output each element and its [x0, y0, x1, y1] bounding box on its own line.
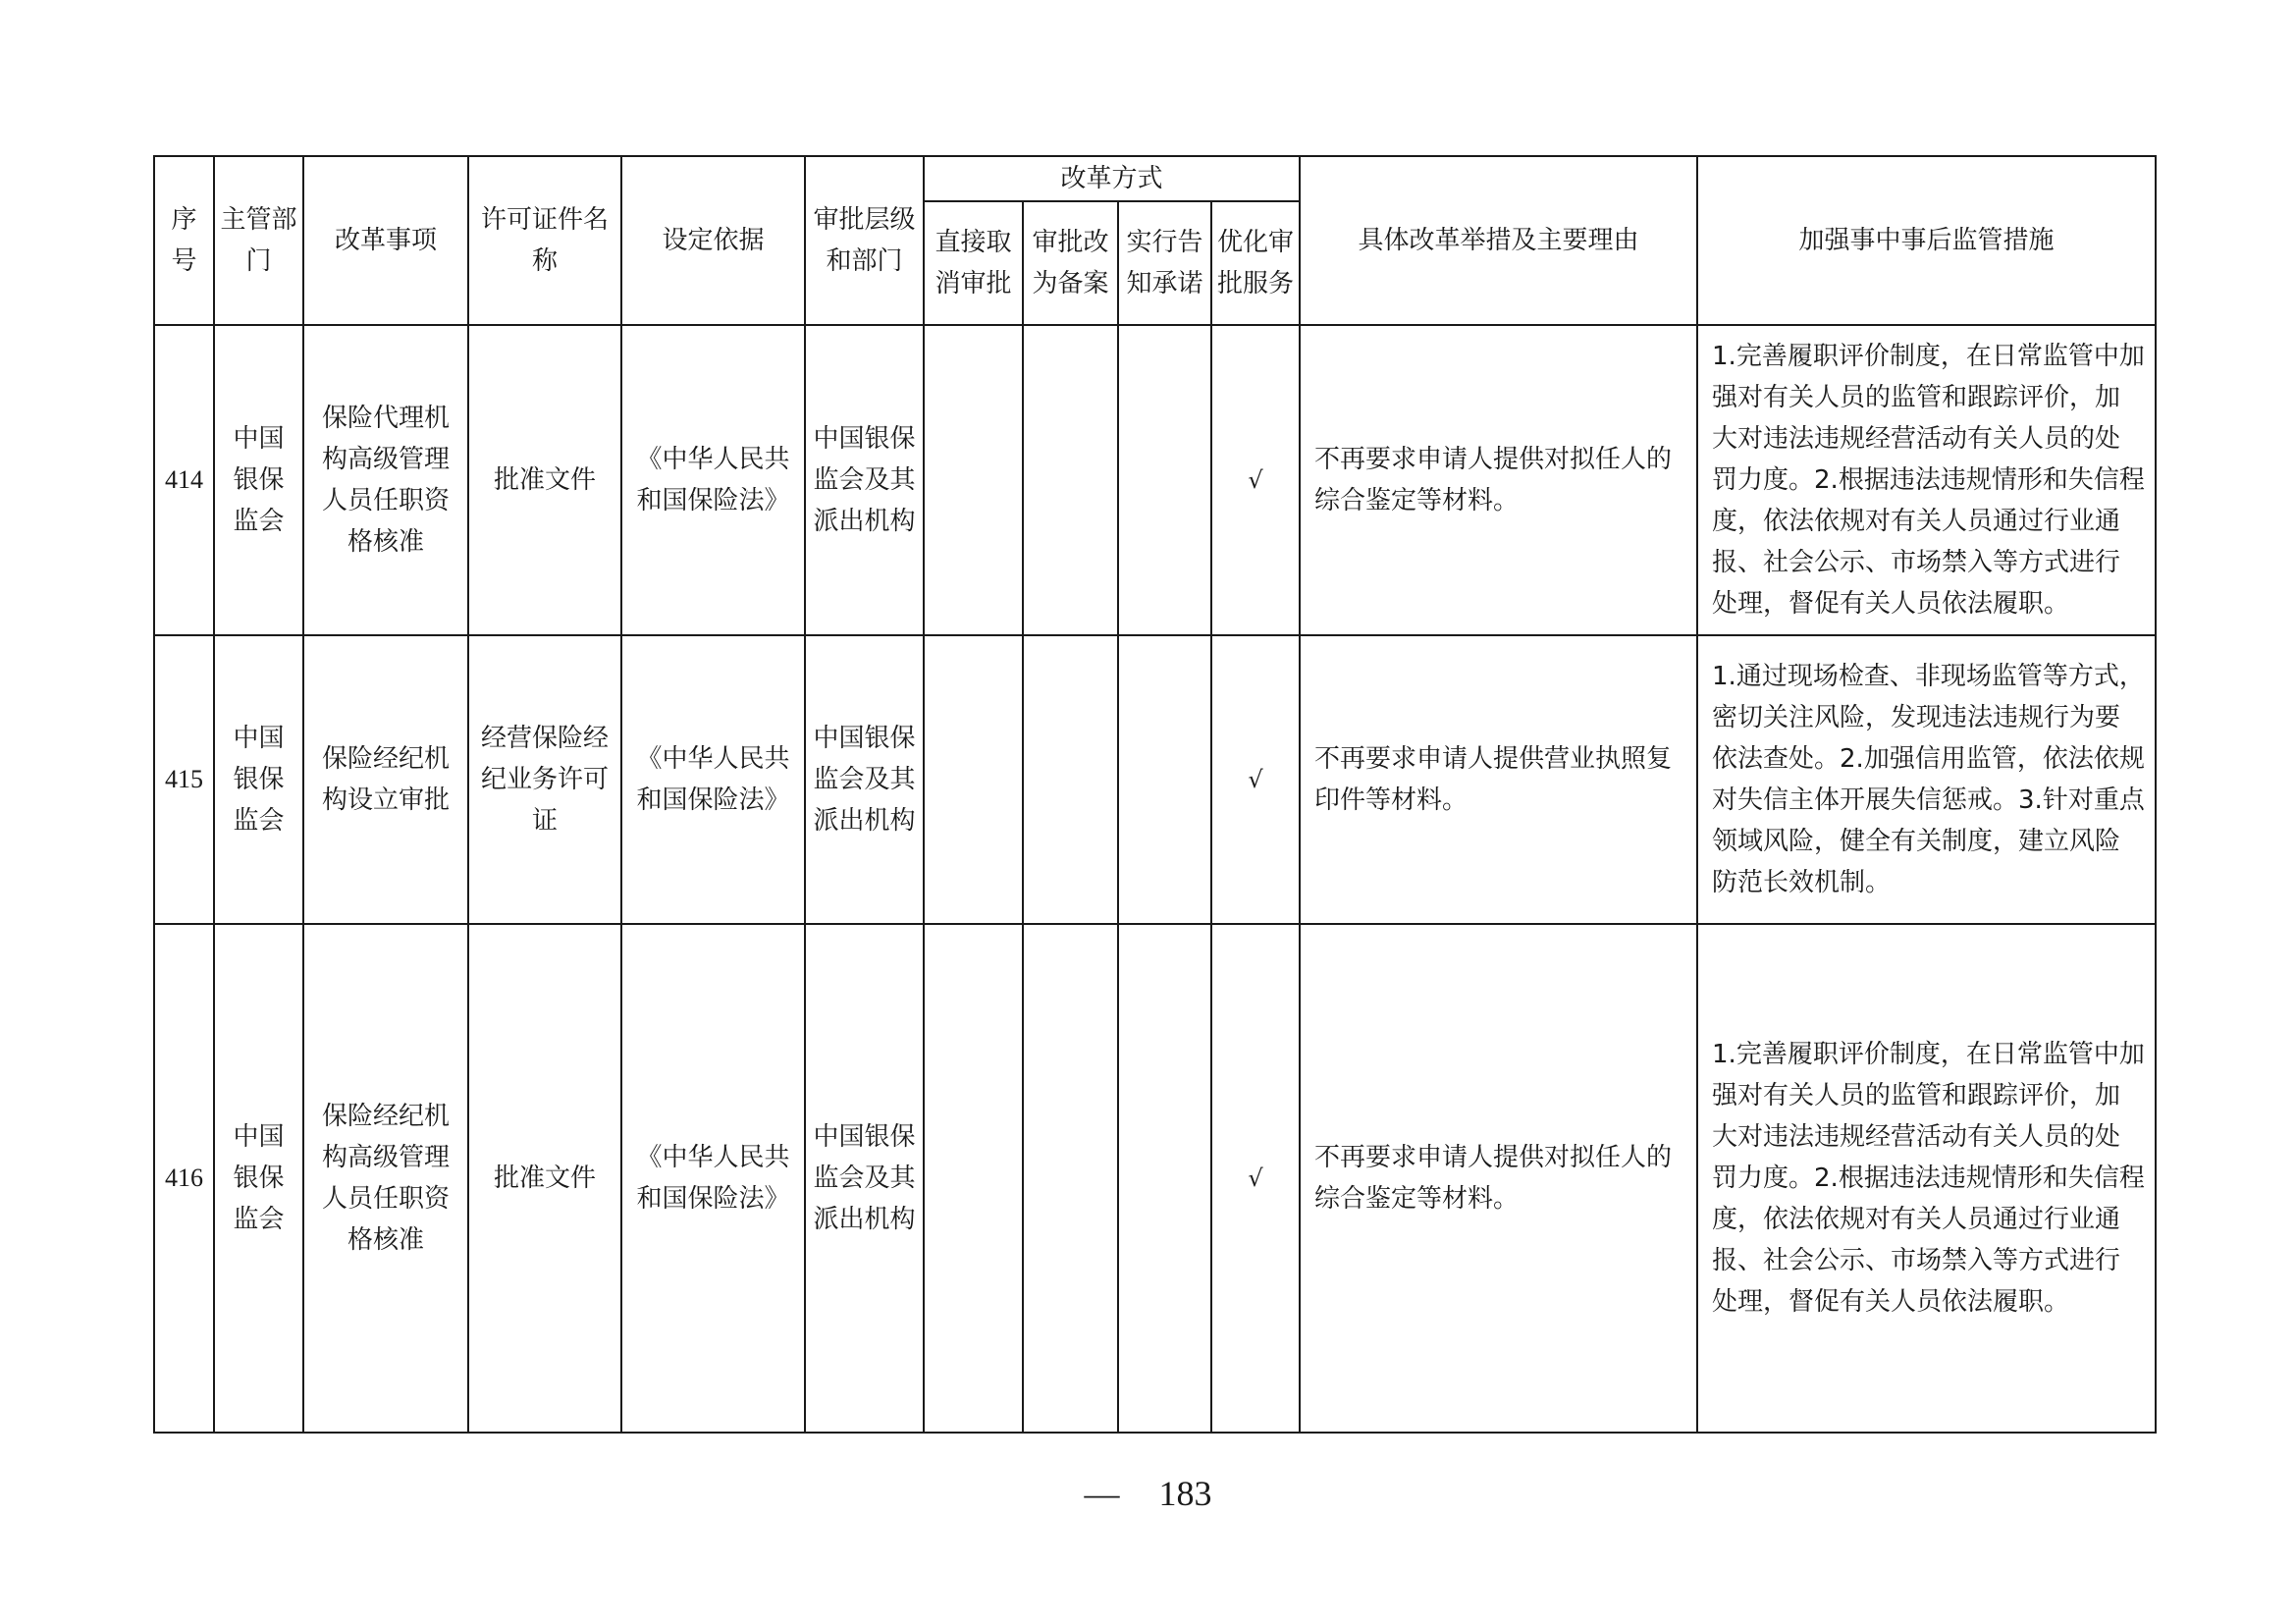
table-row	[154, 325, 2156, 635]
checkmark-icon: √	[1211, 924, 1300, 1433]
header-basis: 设定依据	[621, 156, 805, 325]
cell-license: 批准文件	[468, 325, 621, 635]
cell-level: 中国银保监会及其派出机构	[805, 924, 924, 1433]
cell-mode-filing	[1023, 325, 1118, 635]
cell-level: 中国银保监会及其派出机构	[805, 325, 924, 635]
cell-dept: 中国银保监会	[214, 635, 303, 924]
cell-seq: 414	[154, 325, 214, 635]
cell-license: 经营保险经纪业务许可证	[468, 635, 621, 924]
cell-mode-notify	[1118, 924, 1211, 1433]
header-supervision: 加强事中事后监管措施	[1697, 156, 2156, 325]
header-item: 改革事项	[303, 156, 468, 325]
cell-mode-notify	[1118, 325, 1211, 635]
page-footer	[0, 1473, 2296, 1514]
cell-dept: 中国银保监会	[214, 924, 303, 1433]
header-mode-filing: 审批改为备案	[1023, 201, 1118, 325]
header-license: 许可证件名称	[468, 156, 621, 325]
cell-license: 批准文件	[468, 924, 621, 1433]
cell-level: 中国银保监会及其派出机构	[805, 635, 924, 924]
checkmark-icon: √	[1211, 635, 1300, 924]
header-seq: 序号	[154, 156, 214, 325]
cell-mode-cancel	[924, 635, 1023, 924]
cell-mode-filing	[1023, 635, 1118, 924]
cell-item: 保险经纪机构设立审批	[303, 635, 468, 924]
cell-mode-cancel	[924, 924, 1023, 1433]
reform-items-table	[153, 155, 2157, 1434]
table-row	[154, 635, 2156, 924]
cell-basis: 《中华人民共和国保险法》	[621, 325, 805, 635]
page-dash: —	[1084, 1474, 1120, 1513]
cell-mode-cancel	[924, 325, 1023, 635]
header-mode-notify: 实行告知承诺	[1118, 201, 1211, 325]
header-reform-mode: 改革方式	[924, 156, 1300, 201]
header-mode-optimize: 优化审批服务	[1211, 201, 1300, 325]
cell-item: 保险代理机构高级管理人员任职资格核准	[303, 325, 468, 635]
header-row-1	[154, 156, 2156, 201]
header-level: 审批层级和部门	[805, 156, 924, 325]
cell-supervision: 1.通过现场检查、非现场监管等方式，密切关注风险，发现违法违规行为要依法查处。2.加强信用监管，依法依规对失信主体开展失信惩戒。3.针对重点领域风险，健全有关制度，建立风险防范长效机制。	[1697, 635, 2156, 924]
cell-supervision: 1.完善履职评价制度，在日常监管中加强对有关人员的监管和跟踪评价，加大对违法违规经营活动有关人员的处罚力度。2.根据违法违规情形和失信程度，依法依规对有关人员通过行业通报、社会公示、市场禁入等方式进行处理，督促有关人员依法履职。	[1697, 325, 2156, 635]
cell-basis: 《中华人民共和国保险法》	[621, 924, 805, 1433]
cell-item: 保险经纪机构高级管理人员任职资格核准	[303, 924, 468, 1433]
cell-basis: 《中华人民共和国保险法》	[621, 635, 805, 924]
cell-measures: 不再要求申请人提供对拟任人的综合鉴定等材料。	[1300, 325, 1697, 635]
checkmark-icon: √	[1211, 325, 1300, 635]
cell-supervision: 1.完善履职评价制度，在日常监管中加强对有关人员的监管和跟踪评价，加大对违法违规经营活动有关人员的处罚力度。2.根据违法违规情形和失信程度，依法依规对有关人员通过行业通报、社会公示、市场禁入等方式进行处理，督促有关人员依法履职。	[1697, 924, 2156, 1433]
cell-seq: 415	[154, 635, 214, 924]
header-mode-cancel: 直接取消审批	[924, 201, 1023, 325]
cell-measures: 不再要求申请人提供对拟任人的综合鉴定等材料。	[1300, 924, 1697, 1433]
cell-mode-notify	[1118, 635, 1211, 924]
cell-dept: 中国银保监会	[214, 325, 303, 635]
cell-measures: 不再要求申请人提供营业执照复印件等材料。	[1300, 635, 1697, 924]
cell-mode-filing	[1023, 924, 1118, 1433]
header-measures: 具体改革举措及主要理由	[1300, 156, 1697, 325]
page-number: 183	[1158, 1474, 1212, 1513]
cell-seq: 416	[154, 924, 214, 1433]
header-dept: 主管部门	[214, 156, 303, 325]
table-row	[154, 924, 2156, 1433]
